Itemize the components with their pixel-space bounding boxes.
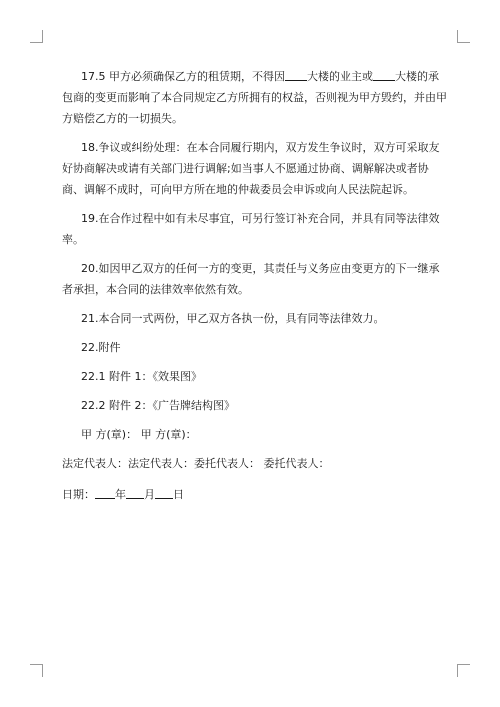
crop-mark-top-right: [457, 30, 470, 43]
document-body: [62, 66, 448, 515]
date-line: [62, 484, 448, 505]
crop-mark-bottom-left: [30, 664, 43, 677]
date-label: 日期：: [62, 488, 95, 501]
clause-17-5-text-c: 大楼的承包商的变更而影响了本合同规定乙方所拥有的权益，否则视为甲方毁约，并由甲方赔偿乙方的一切损失。: [62, 70, 447, 125]
clause-22-1: 22.1 附件 1：《效果图》: [81, 370, 202, 383]
date-month: 月: [144, 488, 155, 501]
clause-21: 21.本合同一式两份，甲乙双方各执一份，具有同等法律效力。: [81, 312, 385, 325]
blank-line: [285, 68, 307, 81]
clause-22: 22.附件: [81, 341, 121, 354]
blank-line: [373, 68, 395, 81]
date-day: 日: [173, 488, 184, 501]
clause-19: 19.在合作过程中如有未尽事宜，可另行签订补充合同，并具有同等法律效率。: [62, 212, 440, 246]
blank-line: [155, 486, 173, 499]
crop-mark-top-left: [30, 30, 43, 43]
clause-20: 20.如因甲乙双方的任何一方的变更，其责任与义务应由变更方的下一继承者承担，本合同的法律效率依然有效。: [62, 262, 440, 296]
clause-22-2: 22.2 附件 2：《广告牌结构图》: [81, 399, 235, 412]
representative-line: 法定代表人：法定代表人：委托代表人： 委托代表人：: [62, 457, 330, 470]
clause-17-5: [62, 66, 448, 129]
blank-line: [95, 486, 115, 499]
clause-17-5-text-a: 17.5 甲方必须确保乙方的租赁期，不得因: [81, 70, 285, 83]
date-year: 年: [115, 488, 126, 501]
blank-line: [126, 486, 144, 499]
clause-17-5-text-b: 大楼的业主或: [307, 70, 373, 83]
crop-mark-bottom-right: [457, 664, 470, 677]
seal-line: 甲 方(章)： 甲 方(章)：: [81, 428, 197, 441]
clause-18: 18.争议或纠纷处理：在本合同履行期内，双方发生争议时，双方可采取友好协商解决或请有关部门进行调解;如当事人不愿通过协商、调解解决或者协商、调解不成时，可向甲方所在地的仲裁委员会申诉或向人民法院起诉。: [62, 141, 440, 196]
